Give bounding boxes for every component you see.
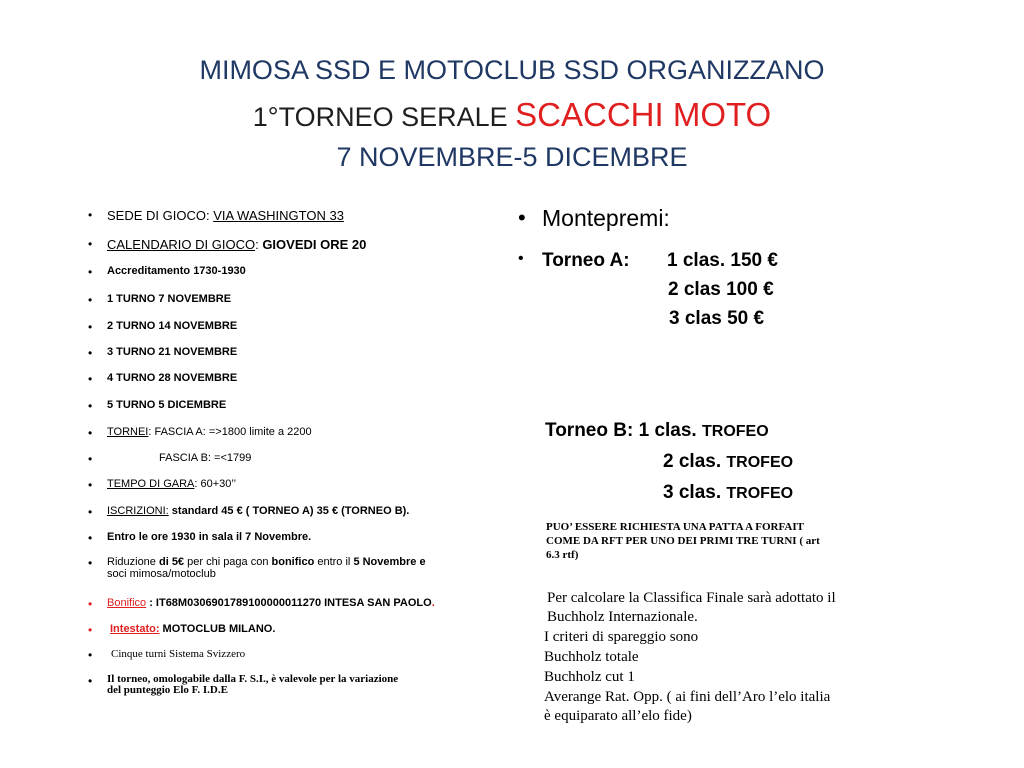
rules-line-2: Buchholz Internazionale. <box>547 609 698 625</box>
entro-text: Entro le ore 1930 in sala il 7 Novembre. <box>107 531 312 543</box>
bullet: • <box>518 250 524 267</box>
tornei-label: TORNEI <box>107 426 149 438</box>
patta-notice: PUO’ ESSERE RICHIESTA UNA PATTA A FORFAIT COME DA RFT PER UNO DEI PRIMI TRE TURNI ( art 6.3 rtf) <box>546 521 820 561</box>
rules-line-6: Averange Rat. Opp. ( ai fini dell’Aro l’elo italia <box>544 689 831 705</box>
sede-label: SEDE DI GIOCO: <box>107 208 214 223</box>
bullet: • <box>88 478 93 492</box>
torneo-a-prize-1: 1 clas. 150 € <box>667 250 778 271</box>
torneo-a-prize-2: 2 clas 100 € <box>668 279 774 300</box>
tornei-value: : FASCIA A: =>1800 limite a 2200 <box>148 426 312 438</box>
rules-line-3: I criteri di spareggio sono <box>544 629 699 645</box>
calendario-label: CALENDARIO DI GIOCO <box>107 237 256 252</box>
rules-line-1: Per calcolare la Classifica Finale sarà adottato il <box>547 590 836 606</box>
title-tournament-highlight: SCACCHI MOTO <box>515 96 772 133</box>
tempo-label: TEMPO DI GARA <box>107 478 195 490</box>
rules-line-5: Buchholz cut 1 <box>544 669 635 685</box>
title-dates: 7 NOVEMBRE-5 DICEMBRE <box>336 142 688 172</box>
bullet: • <box>88 452 93 466</box>
title-tournament-prefix: 1°TORNEO SERALE <box>252 102 516 132</box>
iscrizioni-label: ISCRIZIONI: <box>107 505 169 517</box>
bullet: • <box>88 265 93 279</box>
bullet: • <box>88 674 93 688</box>
torneo-a-label: Torneo A: <box>542 250 630 271</box>
bullet: • <box>88 597 93 611</box>
bullet: • <box>518 205 526 230</box>
bullet: • <box>88 426 93 440</box>
sede-value: VIA WASHINGTON 33 <box>213 208 344 223</box>
torneo-a-prize-3: 3 clas 50 € <box>669 308 765 329</box>
torneo-b-row-1: Torneo B: 1 clas. TROFEO <box>545 420 769 441</box>
cinque-text: Cinque turni Sistema Svizzero <box>111 648 246 660</box>
fascia-b-text: FASCIA B: =<1799 <box>159 452 252 464</box>
rules-line-7: è equiparato all’elo fide) <box>544 708 692 724</box>
tempo-value: : 60+30’’ <box>194 478 237 490</box>
rules-line-4: Buchholz totale <box>544 649 639 665</box>
title-tournament <box>0 96 1024 134</box>
bullet: • <box>88 320 93 334</box>
torneo-b-row-2: 2 clas. TROFEO <box>663 451 794 472</box>
torneo-b-label: Torneo B: <box>545 420 634 441</box>
torneo-b-row-3: 3 clas. TROFEO <box>663 482 794 503</box>
bonifico-label: Bonifico <box>107 597 147 609</box>
bullet: • <box>88 346 93 360</box>
bullet: • <box>88 372 93 386</box>
bullet: • <box>88 505 93 519</box>
bullet: • <box>88 237 93 251</box>
bullet: • <box>88 293 93 307</box>
bullet: • <box>88 623 93 637</box>
montepremi-heading: Montepremi: <box>542 205 670 231</box>
bullet: • <box>88 648 93 662</box>
bonifico-value: : IT68M0306901789100000011270 INTESA SAN PAOLO <box>146 597 432 609</box>
title-organizers: MIMOSA SSD E MOTOCLUB SSD ORGANIZZANO <box>199 55 825 85</box>
accreditamento-text: Accreditamento 1730-1930 <box>107 265 246 277</box>
iscrizioni-value: standard 45 € ( TORNEO A) 35 € (TORNEO B). <box>168 505 410 517</box>
calendario-value: GIOVEDI ORE 20 <box>262 237 367 252</box>
intestato-label: Intestato: <box>110 623 160 635</box>
bullet: • <box>88 208 93 222</box>
bullet: • <box>88 556 93 570</box>
bullet: • <box>88 399 93 413</box>
intestato-value: MOTOCLUB MILANO. <box>159 623 276 635</box>
bullet: • <box>88 531 93 545</box>
